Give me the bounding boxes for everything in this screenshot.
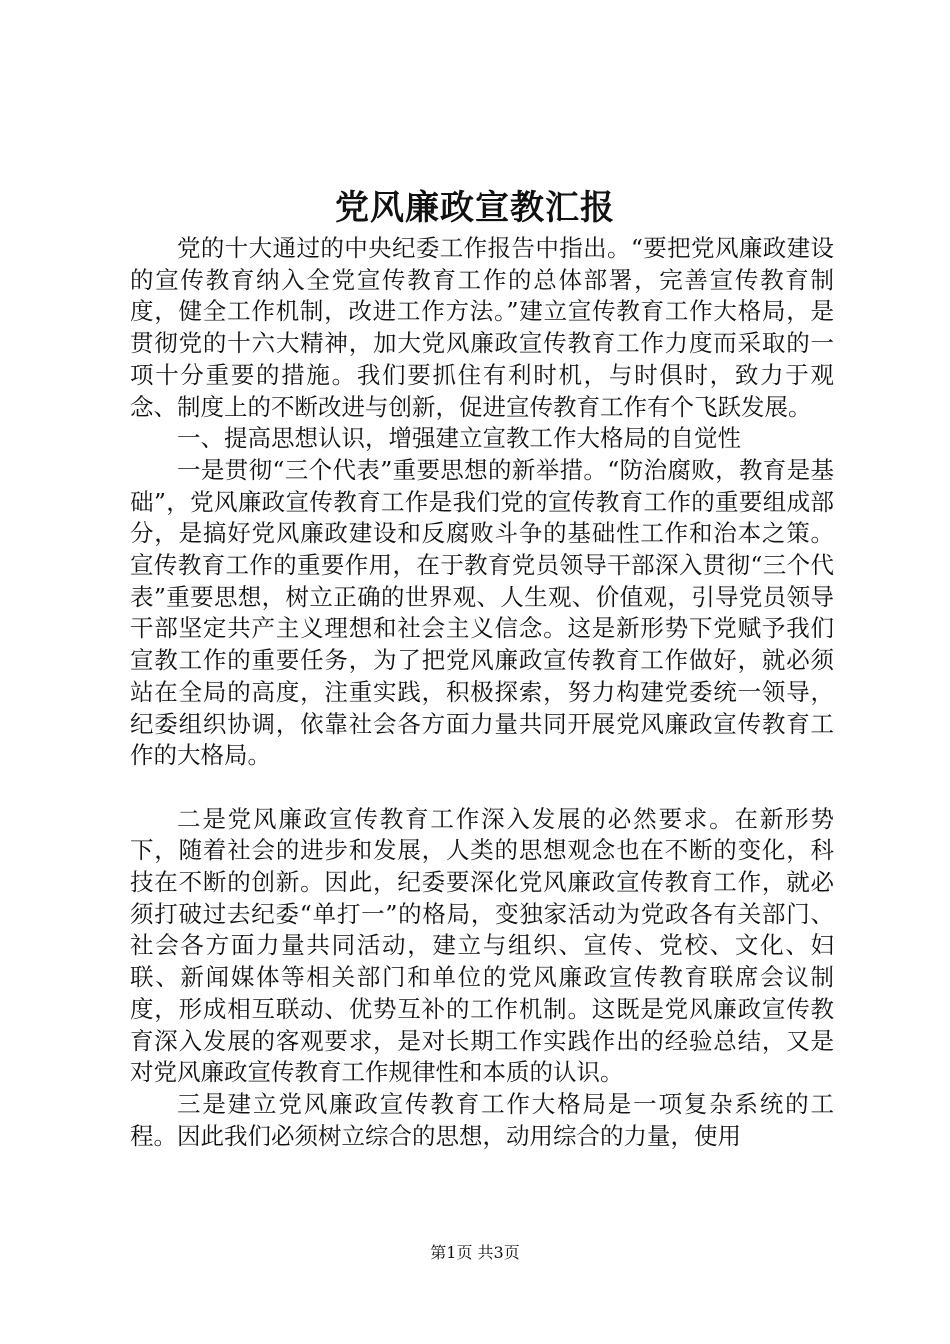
- paragraph-intro: 党的十大通过的中央纪委工作报告中指出。“要把党风廉政建设的宣传教育纳入全党宣传教育工作的总体部署，完善宣传教育制度，健全工作机制，改进工作方法。”建立宣传教育工作大格局，是贯彻党的十六大精神，加大党风廉政宣传教育工作力度而采取的一项十分重要的措施。我们要抓住有利时机，与时俱时，致力于观念、制度上的不断改进与创新，促进宣传教育工作有个飞跃发展。: [130, 234, 834, 421]
- paragraph-point-2: 二是党风廉政宣传教育工作深入发展的必然要求。在新形势下，随着社会的进步和发展，人类的思想观念也在不断的变化，科技在不断的创新。因此，纪委要深化党风廉政宣传教育工作，就必须打破过去纪委“单打一”的格局，变独家活动为党政各有关部门、社会各方面力量共同活动，建立与组织、宣传、党校、文化、妇联、新闻媒体等相关部门和单位的党风廉政宣传教育联席会议制度，形成相互联动、优势互补的工作机制。这既是党风廉政宣传教育深入发展的客观要求，是对长期工作实践作出的经验总结，又是对党风廉政宣传教育工作规律性和本质的认识。: [130, 804, 834, 1087]
- page-footer: 第1页 共3页: [430, 1243, 520, 1262]
- paragraph-gap: [130, 772, 834, 804]
- document-body: [130, 233, 834, 1152]
- section-heading-1: 一、提高思想认识，增强建立宣教工作大格局的自觉性: [177, 424, 741, 453]
- paragraph-point-1: 一是贯彻“三个代表”重要思想的新举措。“防治腐败，教育是基础”，党风廉政宣传教育工作是我们党的宣传教育工作的重要组成部分，是搞好党风廉政建设和反腐败斗争的基础性工作和治本之策。宣传教育工作的重要作用，在于教育党员领导干部深入贯彻“三个代表”重要思想，树立正确的世界观、人生观、价值观，引导党员领导干部坚定共产主义理想和社会主义信念。这是新形势下党赋予我们宣教工作的重要任务，为了把党风廉政宣传教育工作做好，就必须站在全局的高度，注重实践，积极探索，努力构建党委统一领导，纪委组织协调，依靠社会各方面力量共同开展党风廉政宣传教育工作的大格局。: [130, 455, 834, 770]
- document-title: 党风廉政宣教汇报: [335, 188, 615, 228]
- paragraph-point-3: 三是建立党风廉政宣传教育工作大格局是一项复杂系统的工程。因此我们必须树立综合的思想，动用综合的力量，使用: [130, 1089, 834, 1150]
